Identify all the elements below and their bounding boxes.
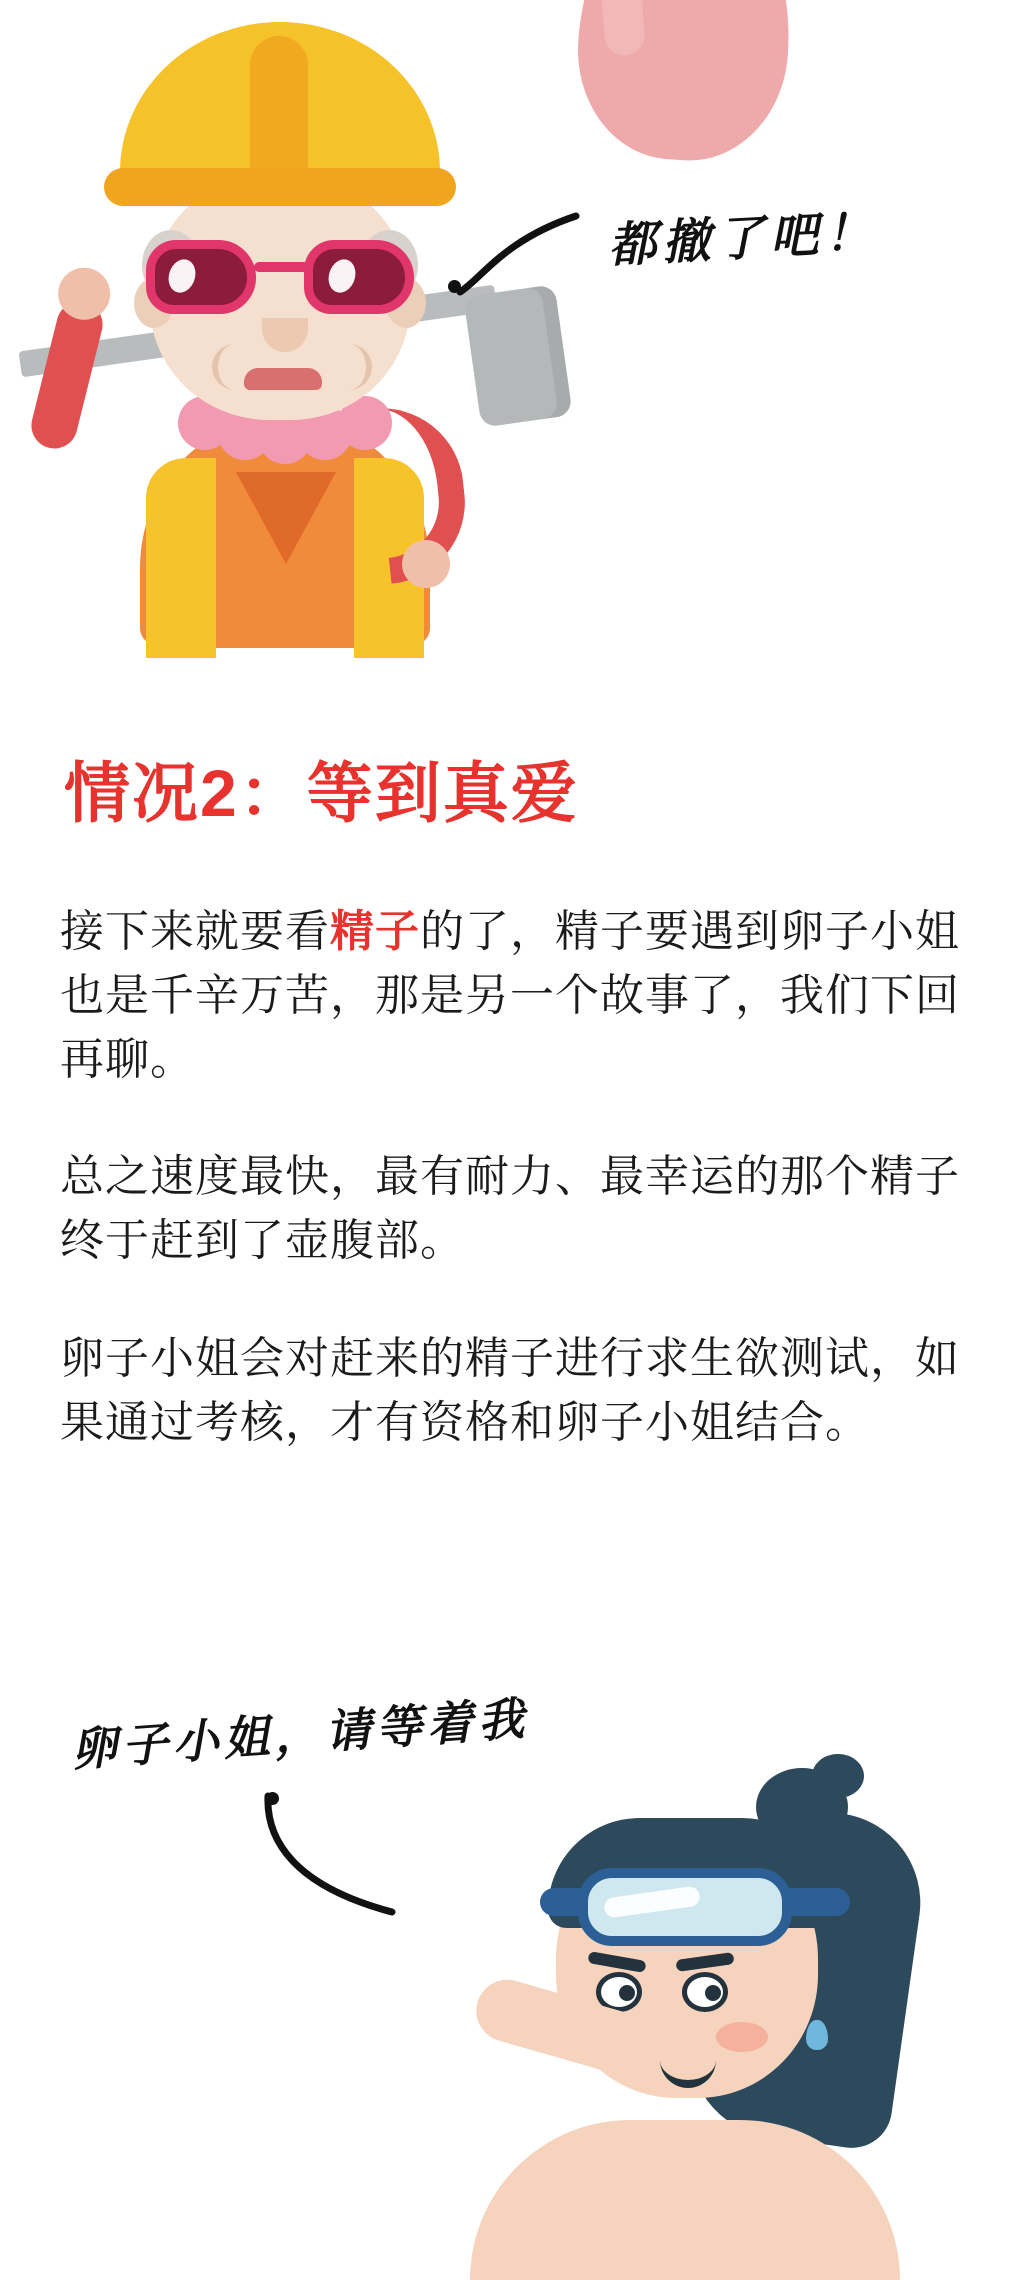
paragraph-2 bbox=[60, 1145, 968, 1273]
body-copy bbox=[60, 900, 968, 1509]
paragraph-1 bbox=[60, 900, 968, 1091]
hard-hat-icon bbox=[120, 22, 440, 202]
sunglass-bridge bbox=[254, 262, 310, 272]
goggles-glass bbox=[578, 1868, 792, 1946]
paragraph-1-part-1: 接下来就要看 bbox=[60, 907, 330, 956]
sunglasses-icon bbox=[146, 240, 414, 318]
paragraph-3 bbox=[60, 1327, 968, 1455]
lens-glint bbox=[324, 256, 359, 296]
paragraph-2-text: 总之速度最快，最有耐力、最幸运的那个精子终于赶到了壶腹部。 bbox=[60, 1152, 960, 1266]
hammer-head-icon bbox=[463, 284, 572, 428]
hard-hat-brim bbox=[104, 168, 456, 206]
section-heading: 情况2：等到真爱 bbox=[64, 756, 579, 830]
swimmer-eye-right bbox=[682, 1972, 728, 2012]
highlight-sperm: 精子 bbox=[330, 907, 420, 956]
swimmer-speech-text: 卵子小姐，请等着我 bbox=[68, 1692, 531, 1776]
granny-right-hand bbox=[402, 540, 450, 588]
granny-vest-stripe-left bbox=[146, 458, 216, 658]
paragraph-3-text: 卵子小姐会对赶来的精子进行求生欲测试，如果通过考核，才有资格和卵子小姐结合。 bbox=[60, 1333, 960, 1447]
top-illustration bbox=[0, 0, 1028, 640]
granny-vest-chevron bbox=[236, 472, 336, 564]
granny-left-arm bbox=[27, 297, 108, 454]
speech-pointer-dot-top bbox=[448, 280, 461, 293]
sweat-drop-icon bbox=[806, 2020, 828, 2050]
speech-pointer-curve-top bbox=[452, 200, 582, 300]
swimmer-blush-right bbox=[716, 2022, 768, 2052]
sunglass-lens-right bbox=[304, 240, 414, 314]
lens-glint bbox=[164, 256, 199, 296]
swim-goggles-icon bbox=[540, 1862, 850, 1954]
uterus-organ-illustration bbox=[570, 0, 799, 167]
granny-speech-text: 都撤了吧！ bbox=[607, 205, 880, 274]
hard-hat-ridge bbox=[250, 36, 308, 176]
granny-mouth bbox=[244, 368, 322, 390]
paragraph-1-part-3: 的了，精子要遇到卵子小姐也是千辛万苦，那是另一个故事了，我们下回再聊。 bbox=[60, 907, 960, 1084]
sunglass-lens-left bbox=[146, 240, 256, 314]
